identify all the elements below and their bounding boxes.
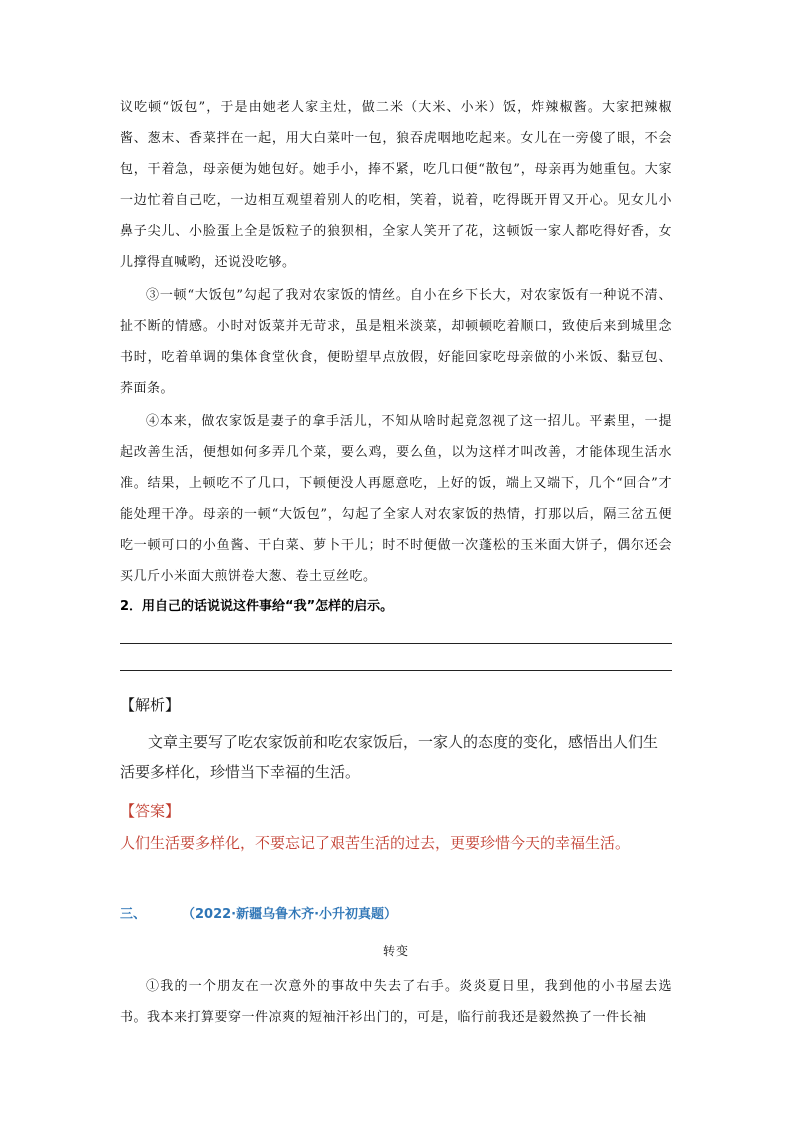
section-source: （2022·新疆乌鲁木齐·小升初真题） — [182, 907, 398, 922]
section-3-passage — [120, 971, 672, 1033]
analysis-text: 文章主要写了吃农家饭前和吃农家饭后，一家人的态度的变化，感悟出人们生活要多样化，珍惜当下幸福的生活。 — [120, 733, 659, 781]
answer-blank-line-1[interactable] — [120, 643, 672, 644]
passage-title: 转变 — [382, 944, 409, 958]
analysis-label: 【解析】 — [120, 696, 181, 714]
question-2: 2．用自己的话说说这件事给“我”怎样的启示。 — [120, 599, 394, 614]
section-3-header — [120, 903, 672, 922]
answer-label: 【答案】 — [120, 802, 181, 820]
passage-paragraph-3: ③一顿“大饭包”勾起了我对农家饭的情丝。自小在乡下长大，对农家饭有一种说不清、扯不断的情感。小时对饭菜并无苛求，虽是粗米淡菜，却顿顿吃着顺口，致使后来到城里念书时，吃着单调的集体食堂伙食，便盼望早点放假，好能回家吃母亲做的小米饭、黏豆包、荞面条。 — [120, 288, 672, 396]
passage-paragraph-2-continued: 议吃顿“饭包”，于是由她老人家主灶，做二米（大米、小米）饭，炸辣椒酱。大家把辣椒酱、葱末、香菜拌在一起，用大白菜叶一包，狼吞虎咽地吃起来。女儿在一旁傻了眼，不会包，干着急，母亲便为她包好。她手小，捧不紧，吃几口便“散包”，母亲再为她重包。大家一边忙着自己吃，一边相互观望着别人的吃相，笑着，说着，吃得既开胃又开心。见女儿小鼻子尖儿、小脸蛋上全是饭粒子的狼狈相，全家人笑开了花，这顿饭一家人都吃得好香，女儿撑得直喊哟，还说没吃够。 — [120, 100, 672, 270]
passage-paragraph-4: ④本来，做农家饭是妻子的拿手活儿，不知从啥时起竟忽视了这一招儿。平素里，一提起改善生活，便想如何多弄几个菜，要么鸡，要么鱼，以为这样才叫改善，才能体现生活水准。结果，上顿吃不了几口，下顿便没人再愿意吃，上好的饭，端上又端下，几个“回合”才能处理干净。母亲的一顿“大饭包”，勾起了全家人对农家饭的热情，打那以后，隔三岔五便吃一顿可口的小鱼酱、干白菜、萝卜干儿；时不时便做一次蓬松的玉米面大饼子，偶尔还会买几斤小米面大煎饼卷大葱、卷土豆丝吃。 — [120, 414, 672, 584]
answer-blank-line-2[interactable] — [120, 670, 672, 671]
answer-text: 人们生活要多样化，不要忘记了艰苦生活的过去，更要珍惜今天的幸福生活。 — [120, 834, 631, 852]
section-3-paragraph-1: ①我的一个朋友在一次意外的事故中失去了右手。炎炎夏日里，我到他的小书屋去选书。我本来打算要穿一件凉爽的短袖汗衫出门的，可是，临行前我还是毅然换了一件长袖 — [120, 979, 672, 1025]
section-number: 三、 — [120, 907, 147, 922]
page-content — [120, 92, 672, 1033]
